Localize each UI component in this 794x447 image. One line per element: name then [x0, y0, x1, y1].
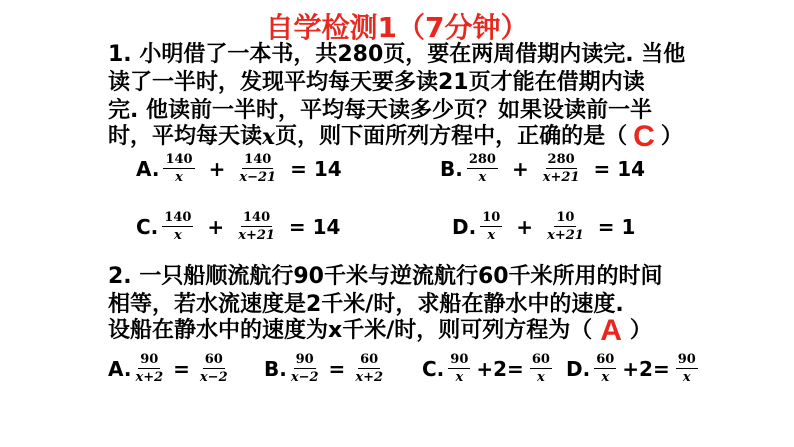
fraction: $\frac{280}{x+21}$ [542, 152, 580, 185]
q2-option-c[interactable] [422, 352, 556, 385]
option-letter: C. [136, 214, 159, 239]
operator: + [207, 214, 225, 239]
q2-option-b[interactable] [264, 352, 387, 385]
fraction: $\frac{10}{x}$ [482, 210, 501, 243]
q1-line-2: 读了一半时，发现平均每天要多读21页才能在借期内读 [108, 70, 645, 95]
fraction: $\frac{60}{x}$ [531, 352, 550, 385]
q1-option-d[interactable] [452, 210, 645, 243]
fraction: $\frac{140}{x-21}$ [239, 152, 277, 185]
q1-line-3: 完. 他读前一半时，平均每天读多少页？如果设读前一半 [108, 98, 653, 123]
operator: + [208, 156, 226, 181]
fraction: $\frac{140}{x}$ [164, 210, 192, 243]
rhs: = 14 [288, 214, 341, 239]
q1-option-a[interactable] [136, 152, 352, 185]
q1-answer: C [633, 120, 655, 153]
option-letter: B. [440, 156, 463, 181]
operator: +2= [476, 356, 524, 381]
rhs: = 14 [290, 156, 342, 181]
q2-line-2: 相等，若水流速度是2千米/时，求船在静水中的速度. [108, 292, 624, 317]
q1-close-paren: ） [660, 124, 683, 149]
q2-option-a[interactable] [108, 352, 232, 385]
q1-option-c[interactable] [136, 210, 350, 243]
operator: = [328, 356, 346, 381]
option-letter: B. [264, 356, 287, 381]
operator: +2= [622, 356, 670, 381]
q2-close-paren: ） [629, 318, 652, 343]
fraction: $\frac{10}{x+21}$ [547, 210, 584, 243]
fraction: $\frac{90}{x-2}$ [290, 352, 319, 385]
operator: = [173, 356, 190, 381]
q1-variable: x [262, 124, 276, 150]
fraction: $\frac{60}{x}$ [596, 352, 615, 385]
fraction: $\frac{90}{x}$ [677, 352, 696, 385]
option-letter: D. [566, 356, 591, 381]
operator: + [516, 214, 534, 239]
fraction: $\frac{280}{x}$ [468, 152, 496, 185]
page-title: 自学检测1（7分钟） [265, 11, 529, 44]
q2-line-3 [108, 314, 652, 347]
fraction: $\frac{90}{x+2}$ [135, 352, 164, 385]
q1-line-4 [108, 120, 683, 153]
fraction: $\frac{60}{x-2}$ [199, 352, 228, 385]
q2-line-3-text: 设船在静水中的速度为x千米/时，则可列方程为（ [108, 318, 593, 343]
q1-option-b[interactable] [440, 152, 655, 185]
operator: + [511, 156, 529, 181]
fraction: $\frac{60}{x+2}$ [355, 352, 384, 385]
option-letter: D. [452, 214, 477, 239]
q2-answer: A [600, 314, 622, 347]
option-letter: A. [136, 156, 160, 181]
option-letter: C. [422, 356, 445, 381]
rhs: = 14 [593, 156, 646, 181]
fraction: $\frac{140}{x+21}$ [238, 210, 275, 243]
q1-line-4-pre: 时，平均每天读 [108, 124, 263, 149]
q1-line-4-post: 页，则下面所列方程中，正确的是（ [275, 124, 628, 149]
fraction: $\frac{140}{x}$ [165, 152, 193, 185]
fraction: $\frac{90}{x}$ [450, 352, 469, 385]
rhs: = 1 [597, 214, 636, 239]
q2-option-d[interactable] [566, 352, 702, 385]
q1-line-1: 1. 小明借了一本书，共280页，要在两周借期内读完. 当他 [108, 42, 686, 67]
option-letter: A. [108, 356, 132, 381]
q2-line-1: 2. 一只船顺流航行90千米与逆流航行60千米所用的时间 [108, 264, 663, 289]
